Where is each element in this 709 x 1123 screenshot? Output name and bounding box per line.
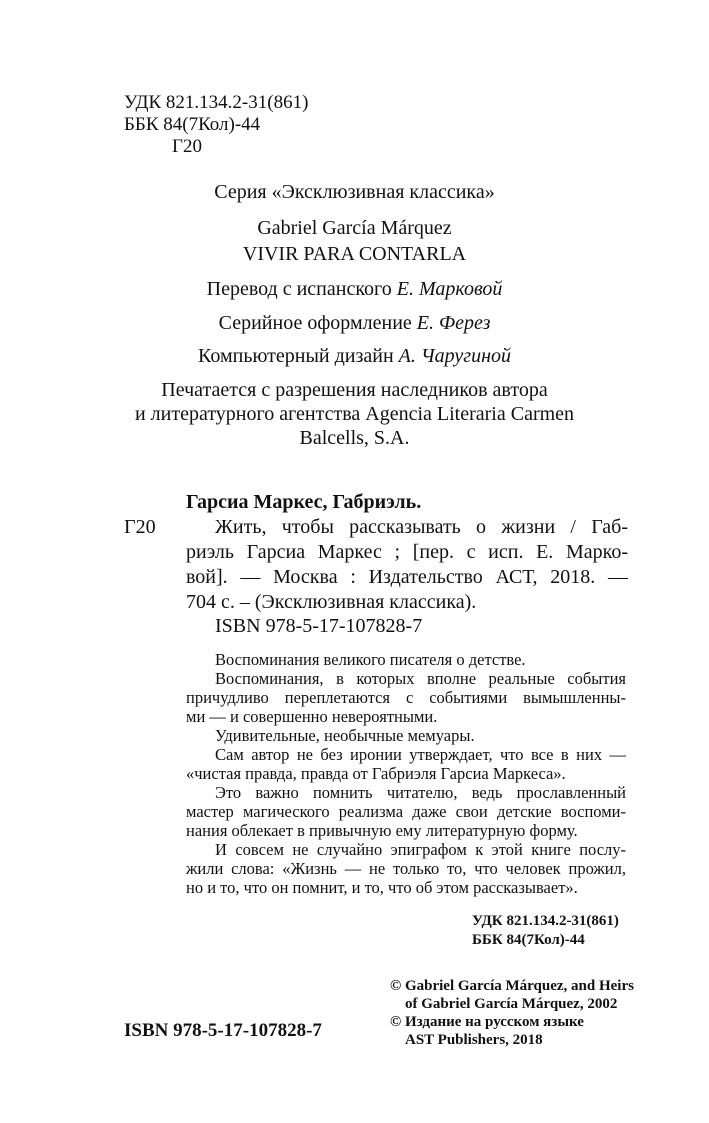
bottom-udk-code: УДК 821.134.2-31(861) [472,913,619,929]
bbk-code: ББК 84(7Кол)-44 [124,114,261,135]
annotation-line: ми — и совершенно невероятными. [186,707,438,726]
copyright-line-4: AST Publishers, 2018 [405,1032,543,1048]
series-design-credit [0,311,709,335]
translation-label: Перевод с испанского [206,278,392,300]
annotation-line: «чистая правда, правда от Габриэля Гарсиа Маркеса». [186,764,566,783]
copyright-line-1: © Gabriel García Márquez, and Heirs [390,978,634,994]
annotation-line: жили слова: «Жизнь — не только то, что человек прожил, [186,859,626,878]
annotation-line: Сам автор не без иронии утверждает, что все в них — [215,745,626,764]
annotation-line: но и то, что он помнит, и то, что об этом рассказывает». [186,878,578,897]
computer-design-credit [0,344,709,368]
series-design-label: Серийное оформление [218,312,412,334]
udk-code: УДК 821.134.2-31(861) [124,92,309,113]
translation-credit [0,277,709,301]
catalog-entry-line: 704 с. – (Эксклюзивная классика). [186,591,477,613]
catalog-isbn: ISBN 978-5-17-107828-7 [215,615,423,637]
annotation-line: причудливо переплетаются с событиями вымышленны- [186,688,626,707]
annotation-line: мастер магического реализма даже свои детские воспоми- [186,802,626,821]
permission-line-1: Печатается с разрешения наследников автора [161,379,548,401]
bottom-bbk-code: ББК 84(7Кол)-44 [472,932,585,948]
computer-design-name: А. Чаругиной [398,345,511,367]
annotation-line: нания облекает в привычную ему литературную форму. [186,821,578,840]
catalog-heading: Гарсиа Маркес, Габриэль. [186,491,422,513]
permission-line-2: и литературного агентства Agencia Literaria Carmen [134,403,575,425]
isbn-footer: ISBN 978-5-17-107828-7 [124,1020,322,1041]
annotation-line: И совсем не случайно эпиграфом к этой книге послу- [215,840,626,859]
catalog-entry-line: вой]. — Москва : Издательство АСТ, 2018. — [186,566,628,588]
permission-line-3: Balcells, S.A. [299,427,410,449]
series-design-name: Е. Ферез [416,312,491,334]
computer-design-label: Компьютерный дизайн [198,345,394,367]
annotation-line: Воспоминания, в которых вполне реальные события [215,669,626,688]
annotation-line: Воспоминания великого писателя о детстве. [215,650,526,669]
catalog-mark: Г20 [124,516,156,538]
annotation-line: Это важно помнить читателю, ведь прославленный [215,783,626,802]
catalog-entry-line: риэль Гарсиа Маркес ; [пер. с исп. Е. Марко- [186,541,628,563]
original-title: VIVIR PARA CONTARLA [242,243,467,265]
annotation-line: Удивительные, необычные мемуары. [215,726,475,745]
catalog-entry-line: Жить, чтобы рассказывать о жизни / Габ- [215,516,628,538]
original-author: Gabriel García Márquez [257,217,452,239]
author-mark: Г20 [172,136,202,157]
copyright-line-3: © Издание на русском языке [390,1014,584,1030]
series-line: Серия «Эксклюзивная классика» [214,181,495,203]
copyright-line-2: of Gabriel García Márquez, 2002 [405,996,618,1012]
translation-name: Е. Марковой [396,278,503,300]
